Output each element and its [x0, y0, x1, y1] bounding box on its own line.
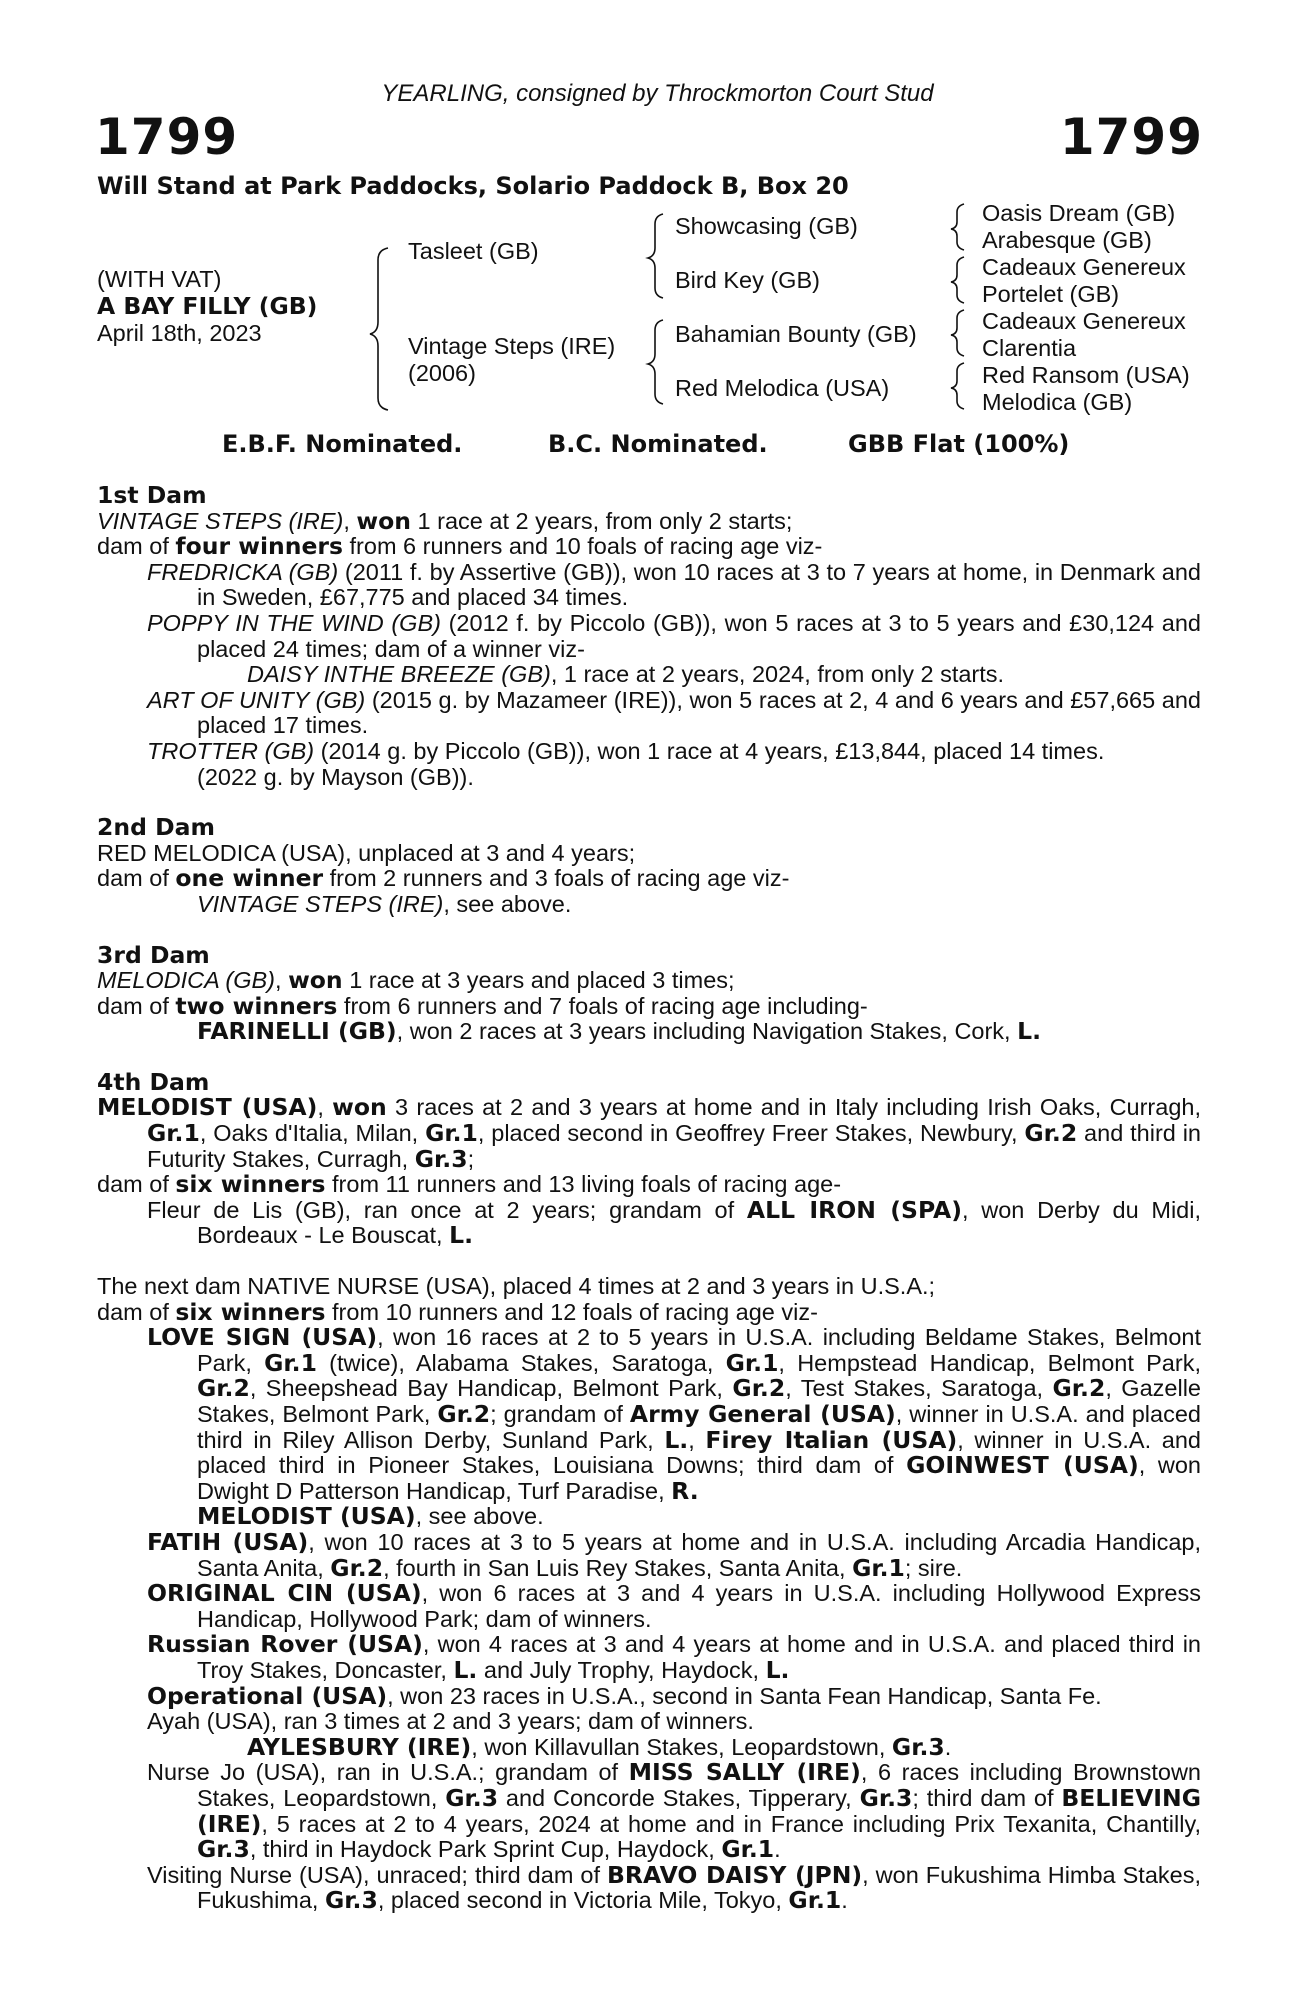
produce-name: Operational (USA)	[147, 1681, 388, 1710]
text-span: , 6 races including Brownstown Stakes, Leopardstown,	[197, 1759, 1201, 1811]
produce-aylesbury	[97, 1732, 1201, 1761]
text-span: dam of	[97, 865, 176, 892]
text-span: , Test Stakes, Saratoga,	[785, 1375, 1053, 1402]
third-dam-section	[97, 940, 1201, 1046]
produce-trotter	[97, 739, 1201, 765]
race-grade: Gr.2	[197, 1374, 250, 1403]
text-span: , see above.	[415, 1503, 544, 1530]
produce-love-sign	[97, 1325, 1201, 1504]
race-grade: Gr.1	[721, 1835, 775, 1864]
text-span: , winner in U.S.A. and placed third in Riley Allison Derby, Sunland Park,	[197, 1401, 1201, 1453]
produce-fleur-de-lis	[97, 1195, 1201, 1250]
produce-name: AYLESBURY (IRE)	[247, 1732, 472, 1761]
text-span: dam of	[97, 1298, 176, 1325]
sire: Tasleet (GB)	[408, 238, 539, 264]
produce-vintage-steps	[97, 892, 1201, 918]
third-dam-heading: 3rd Dam	[97, 940, 210, 969]
race-grade: Gr.3	[414, 1144, 468, 1173]
produce-name: BRAVO DAISY (JPN)	[607, 1860, 863, 1889]
winners-count: four winners	[175, 532, 343, 561]
produce-operational	[97, 1681, 1201, 1710]
race-grade: Gr.1	[425, 1119, 478, 1148]
text-span: (twice), Alabama Stakes, Saratoga,	[316, 1349, 726, 1376]
race-grade: Gr.2	[330, 1553, 384, 1582]
ped-dds: Red Ransom (USA)	[982, 362, 1190, 388]
stand-location: Will Stand at Park Paddocks, Solario Paddock B, Box 20	[97, 172, 849, 200]
text-span: .	[944, 1733, 952, 1760]
text-span: , third in Haydock Park Sprint Cup, Haydock,	[249, 1836, 722, 1863]
race-grade: L.	[765, 1655, 790, 1684]
sire-dam: Bird Key (GB)	[675, 267, 820, 293]
third-dam-summary	[97, 991, 1201, 1020]
text-span: ,	[688, 1426, 706, 1453]
fourth-dam-section	[97, 1067, 1201, 1250]
race-grade: Gr.1	[788, 1886, 842, 1915]
race-grade: L.	[449, 1221, 474, 1250]
next-dam-summary	[97, 1297, 1201, 1326]
next-dam-section	[97, 1274, 1201, 1914]
text-span: .	[774, 1836, 781, 1863]
dam-dam: Red Melodica (USA)	[675, 375, 890, 401]
text-span: 1 race at 2 years, from only 2 starts;	[411, 507, 793, 534]
ped-ddd: Melodica (GB)	[982, 389, 1133, 415]
race-grade: Gr.2	[1024, 1119, 1078, 1148]
text-span: , Gazelle Stakes, Belmont Park,	[197, 1375, 1201, 1427]
winners-count: six winners	[175, 1170, 326, 1199]
text-span: ;	[467, 1145, 475, 1172]
winners-count: two winners	[175, 991, 338, 1020]
produce-name: GOINWEST (USA)	[906, 1451, 1139, 1480]
ped-sds: Cadeaux Genereux	[982, 254, 1186, 280]
text-span: , won Killavullan Stakes, Leopardstown,	[471, 1733, 892, 1760]
horse-name-text: A BAY FILLY (GB)	[97, 292, 318, 320]
first-dam-section	[97, 483, 1201, 790]
fourth-dam-line: MELODIST (USA), won 3 races at 2 and 3 years at home and in Italy including Irish Oaks, Curragh, Gr.1, Oaks d'Italia, Milan, Gr.1, placed second in Geoffrey Freer Stakes, Newbury, Gr.2 and third in Futurity Stakes, Curragh, Gr.3;	[97, 1093, 1201, 1173]
ebf-nomination: E.B.F. Nominated.	[222, 430, 463, 458]
won-text: won	[356, 506, 412, 535]
third-dam-line: MELODICA (GB), won 1 race at 3 years and placed 3 times;	[97, 966, 735, 995]
fourth-dam-summary	[97, 1172, 1201, 1198]
second-dam-summary	[97, 866, 1201, 892]
text-span: , won 10 races at 3 to 5 years at home and in U.S.A. including Arcadia Handicap, Santa Anita,	[197, 1528, 1201, 1581]
dam-name: Vintage Steps (IRE)	[408, 333, 616, 359]
produce-name: POPPY IN THE WIND (GB)	[147, 609, 441, 636]
produce-name: Firey Italian (USA)	[705, 1425, 958, 1454]
produce-fatih	[97, 1527, 1201, 1582]
race-grade: Gr.1	[147, 1119, 200, 1148]
winners-count: one winner	[175, 864, 324, 893]
produce-nurse-jo	[97, 1760, 1201, 1862]
text-span: dam of	[97, 533, 176, 560]
main-bracket	[370, 248, 388, 410]
text-span: from 6 runners and 10 foals of racing age viz-	[343, 533, 823, 560]
second-dam-section	[97, 815, 1201, 917]
next-dam-line: The next dam NATIVE NURSE (USA), placed 4 times at 2 and 3 years in U.S.A.;	[97, 1273, 936, 1300]
bracket-ds	[951, 310, 964, 356]
text-span: , winner in U.S.A. and placed third in Pioneer Stakes, Louisiana Downs; third dam of	[197, 1426, 1201, 1479]
consigner-line: YEARLING, consigned by Throckmorton Court Stud	[381, 80, 934, 107]
produce-name: BELIEVING (IRE)	[197, 1783, 1201, 1838]
text-span: from 6 runners and 7 foals of racing age including-	[337, 992, 868, 1019]
text-span: , 5 races at 2 to 4 years, 2024 at home and in France including Prix Texanita, Chantilly,	[261, 1810, 1201, 1837]
produce-melodist	[97, 1504, 1201, 1530]
ped-sdd: Portelet (GB)	[982, 281, 1120, 307]
text-span: and July Trophy, Haydock,	[477, 1656, 766, 1683]
text-span: Fleur de Lis (GB), ran once at 2 years; grandam of	[147, 1196, 747, 1223]
text-span: Nurse Jo (USA), ran in U.S.A.; grandam of	[147, 1759, 629, 1786]
produce-name: ART OF UNITY (GB)	[147, 686, 366, 713]
race-grade: L.	[1017, 1017, 1042, 1046]
text-span: , won 23 races in U.S.A., second in Santa Fean Handicap, Santa Fe.	[387, 1682, 1102, 1709]
produce-2022: (2022 g. by Mayson (GB)).	[197, 763, 474, 790]
dam-bracket	[648, 320, 663, 404]
bc-nomination: B.C. Nominated.	[548, 430, 768, 458]
produce-name: MELODIST (USA)	[197, 1502, 416, 1531]
dam-sire: Bahamian Bounty (GB)	[675, 321, 917, 347]
lot-number-left: 1799	[95, 108, 239, 166]
race-grade: L.	[453, 1655, 478, 1684]
text-span: , won Dwight D Patterson Handicap, Turf Paradise,	[197, 1452, 1202, 1504]
race-grade: Gr.1	[852, 1553, 905, 1582]
text-span: , fourth in San Luis Rey Stakes, Santa Anita,	[383, 1554, 853, 1581]
race-grade: Gr.3	[859, 1783, 913, 1812]
produce-name: FATIH (USA)	[147, 1527, 309, 1556]
text-span: (2014 g. by Piccolo (GB)), won 1 race at 4 years, £13,844, placed 14 times.	[314, 737, 1105, 764]
won-text: won	[288, 966, 343, 995]
race-grade: L.	[664, 1425, 689, 1454]
text-span: and Concorde Stakes, Tipperary,	[498, 1784, 860, 1811]
produce-art-of-unity	[97, 688, 1201, 739]
race-grade: Gr.3	[891, 1732, 945, 1761]
sire-bracket	[648, 214, 663, 298]
produce-name: Russian Rover (USA)	[147, 1630, 423, 1659]
produce-russian-rover	[97, 1632, 1201, 1683]
produce-name: FARINELLI (GB)	[197, 1017, 397, 1046]
ped-sss: Oasis Dream (GB)	[982, 200, 1176, 226]
text-span: , won Derby du Midi, Bordeaux - Le Bouscat,	[197, 1196, 1201, 1249]
race-grade: Gr.3	[197, 1835, 250, 1864]
text-span: Visiting Nurse (USA), unraced; third dam of	[147, 1861, 607, 1888]
text-span: , placed second in Victoria Mile, Tokyo,	[377, 1887, 789, 1914]
produce-name: TROTTER (GB)	[147, 737, 315, 764]
won-text: won	[332, 1093, 387, 1122]
vat-label: (WITH VAT)	[97, 266, 222, 292]
produce-name: LOVE SIGN (USA)	[147, 1323, 378, 1352]
text-span: ; grandam of	[490, 1401, 630, 1427]
bracket-ss	[951, 204, 964, 250]
produce-poppy	[97, 611, 1201, 662]
produce-ayah: Ayah (USA), ran 3 times at 2 and 3 years; dam of winners.	[147, 1708, 754, 1735]
text-span: (2015 g. by Mazameer (IRE)), won 5 races at 2, 4 and 6 years and £57,665 and placed 17 times.	[197, 686, 1201, 739]
ped-dsd: Clarentia	[982, 335, 1077, 361]
text-span: , 1 race at 2 years, 2024, from only 2 starts.	[550, 661, 1005, 688]
produce-visiting-nurse	[97, 1860, 1201, 1915]
text-span: , see above.	[443, 890, 572, 917]
gbb-flat: GBB Flat (100%)	[848, 430, 1070, 458]
produce-record	[97, 483, 1201, 1914]
race-grade: Gr.2	[437, 1400, 491, 1428]
text-span: , Sheepshead Bay Handicap, Belmont Park,	[249, 1375, 733, 1402]
text-span: , won 6 races at 3 and 4 years in U.S.A. including Hollywood Express Handicap, Hollywood Park; dam of winners.	[197, 1580, 1201, 1632]
dam-name-bold: MELODIST (USA)	[97, 1093, 318, 1122]
winners-count: six winners	[175, 1297, 326, 1326]
first-dam-summary	[97, 534, 1201, 560]
produce-fredricka	[97, 560, 1201, 611]
produce-farinelli	[97, 1019, 1201, 1045]
text-span: and third in Futurity Stakes, Curragh,	[147, 1120, 1201, 1172]
ped-dss: Cadeaux Genereux	[982, 308, 1186, 334]
produce-name: VINTAGE STEPS (IRE)	[197, 890, 444, 917]
text-span: .	[841, 1887, 848, 1914]
produce-name: Army General (USA)	[629, 1400, 896, 1428]
second-dam-line: RED MELODICA (USA), unplaced at 3 and 4 years;	[97, 839, 636, 866]
fourth-dam-heading: 4th Dam	[97, 1067, 210, 1096]
text-span: , Oaks d'Italia, Milan,	[199, 1120, 426, 1147]
horse-dob: April 18th, 2023	[97, 320, 262, 346]
text-span: , placed second in Geoffrey Freer Stakes, Newbury,	[477, 1120, 1025, 1147]
text-span: 3 races at 2 and 3 years at home and in Italy including Irish Oaks, Curragh,	[386, 1094, 1201, 1121]
race-grade: Gr.3	[325, 1886, 378, 1915]
text-span: , won Fukushima Himba Stakes, Fukushima,	[197, 1861, 1201, 1914]
first-dam-line: VINTAGE STEPS (IRE), won 1 race at 2 years, from only 2 starts;	[97, 506, 793, 535]
produce-daisy	[97, 662, 1201, 688]
produce-name: MISS SALLY (IRE)	[628, 1758, 861, 1787]
dam-year: (2006)	[408, 360, 476, 386]
bracket-sd	[951, 257, 964, 303]
text-span: , won 2 races at 3 years including Navigation Stakes, Cork,	[396, 1018, 1018, 1045]
text-span: (2011 f. by Assertive (GB)), won 10 races at 3 to 7 years at home, in Denmark and in Sweden, £67,775 and placed 34 times.	[197, 558, 1201, 611]
race-grade: Gr.1	[725, 1348, 779, 1377]
bracket-dd	[951, 363, 964, 409]
dam-name-italic: MELODICA (GB)	[97, 967, 276, 994]
text-span: from 11 runners and 13 living foals of racing age-	[325, 1171, 842, 1198]
dam-name-italic: VINTAGE STEPS (IRE)	[97, 507, 344, 534]
produce-name: ALL IRON (SPA)	[746, 1195, 962, 1224]
text-span: (2012 f. by Piccolo (GB)), won 5 races at 3 to 5 years and £30,124 and placed 24 times; dam of a winner viz-	[197, 609, 1201, 662]
second-dam-heading: 2nd Dam	[97, 813, 215, 842]
produce-name: ORIGINAL CIN (USA)	[147, 1579, 422, 1608]
text-span: dam of	[97, 992, 176, 1019]
text-span: from 2 runners and 3 foals of racing age viz-	[323, 865, 790, 892]
text-span: 1 race at 3 years and placed 3 times;	[342, 967, 735, 994]
produce-original-cin	[97, 1581, 1201, 1632]
text-span: from 10 runners and 12 foals of racing age viz-	[325, 1298, 818, 1325]
text-span: dam of	[97, 1171, 176, 1198]
race-grade: Gr.1	[264, 1348, 317, 1377]
first-dam-heading: 1st Dam	[97, 481, 207, 509]
text-span: ; sire.	[904, 1554, 963, 1581]
lot-number-right: 1799	[1059, 108, 1203, 166]
race-grade: R.	[671, 1476, 699, 1505]
produce-name: DAISY INTHE BREEZE (GB)	[247, 661, 551, 688]
text-span: ; third dam of	[912, 1784, 1062, 1811]
text-span: , won 4 races at 3 and 4 years at home and in U.S.A. and placed third in Troy Stakes, Doncaster,	[197, 1631, 1201, 1683]
race-grade: Gr.2	[1052, 1374, 1106, 1403]
race-grade: Gr.3	[445, 1783, 499, 1812]
ped-ssd: Arabesque (GB)	[982, 227, 1152, 253]
text-span: , won 16 races at 2 to 5 years in U.S.A. including Beldame Stakes, Belmont Park,	[197, 1324, 1201, 1376]
race-grade: Gr.2	[732, 1374, 786, 1403]
sire-sire: Showcasing (GB)	[675, 213, 858, 239]
produce-name: FREDRICKA (GB)	[147, 558, 339, 585]
text-span: , Hempstead Handicap, Belmont Park,	[778, 1349, 1201, 1376]
